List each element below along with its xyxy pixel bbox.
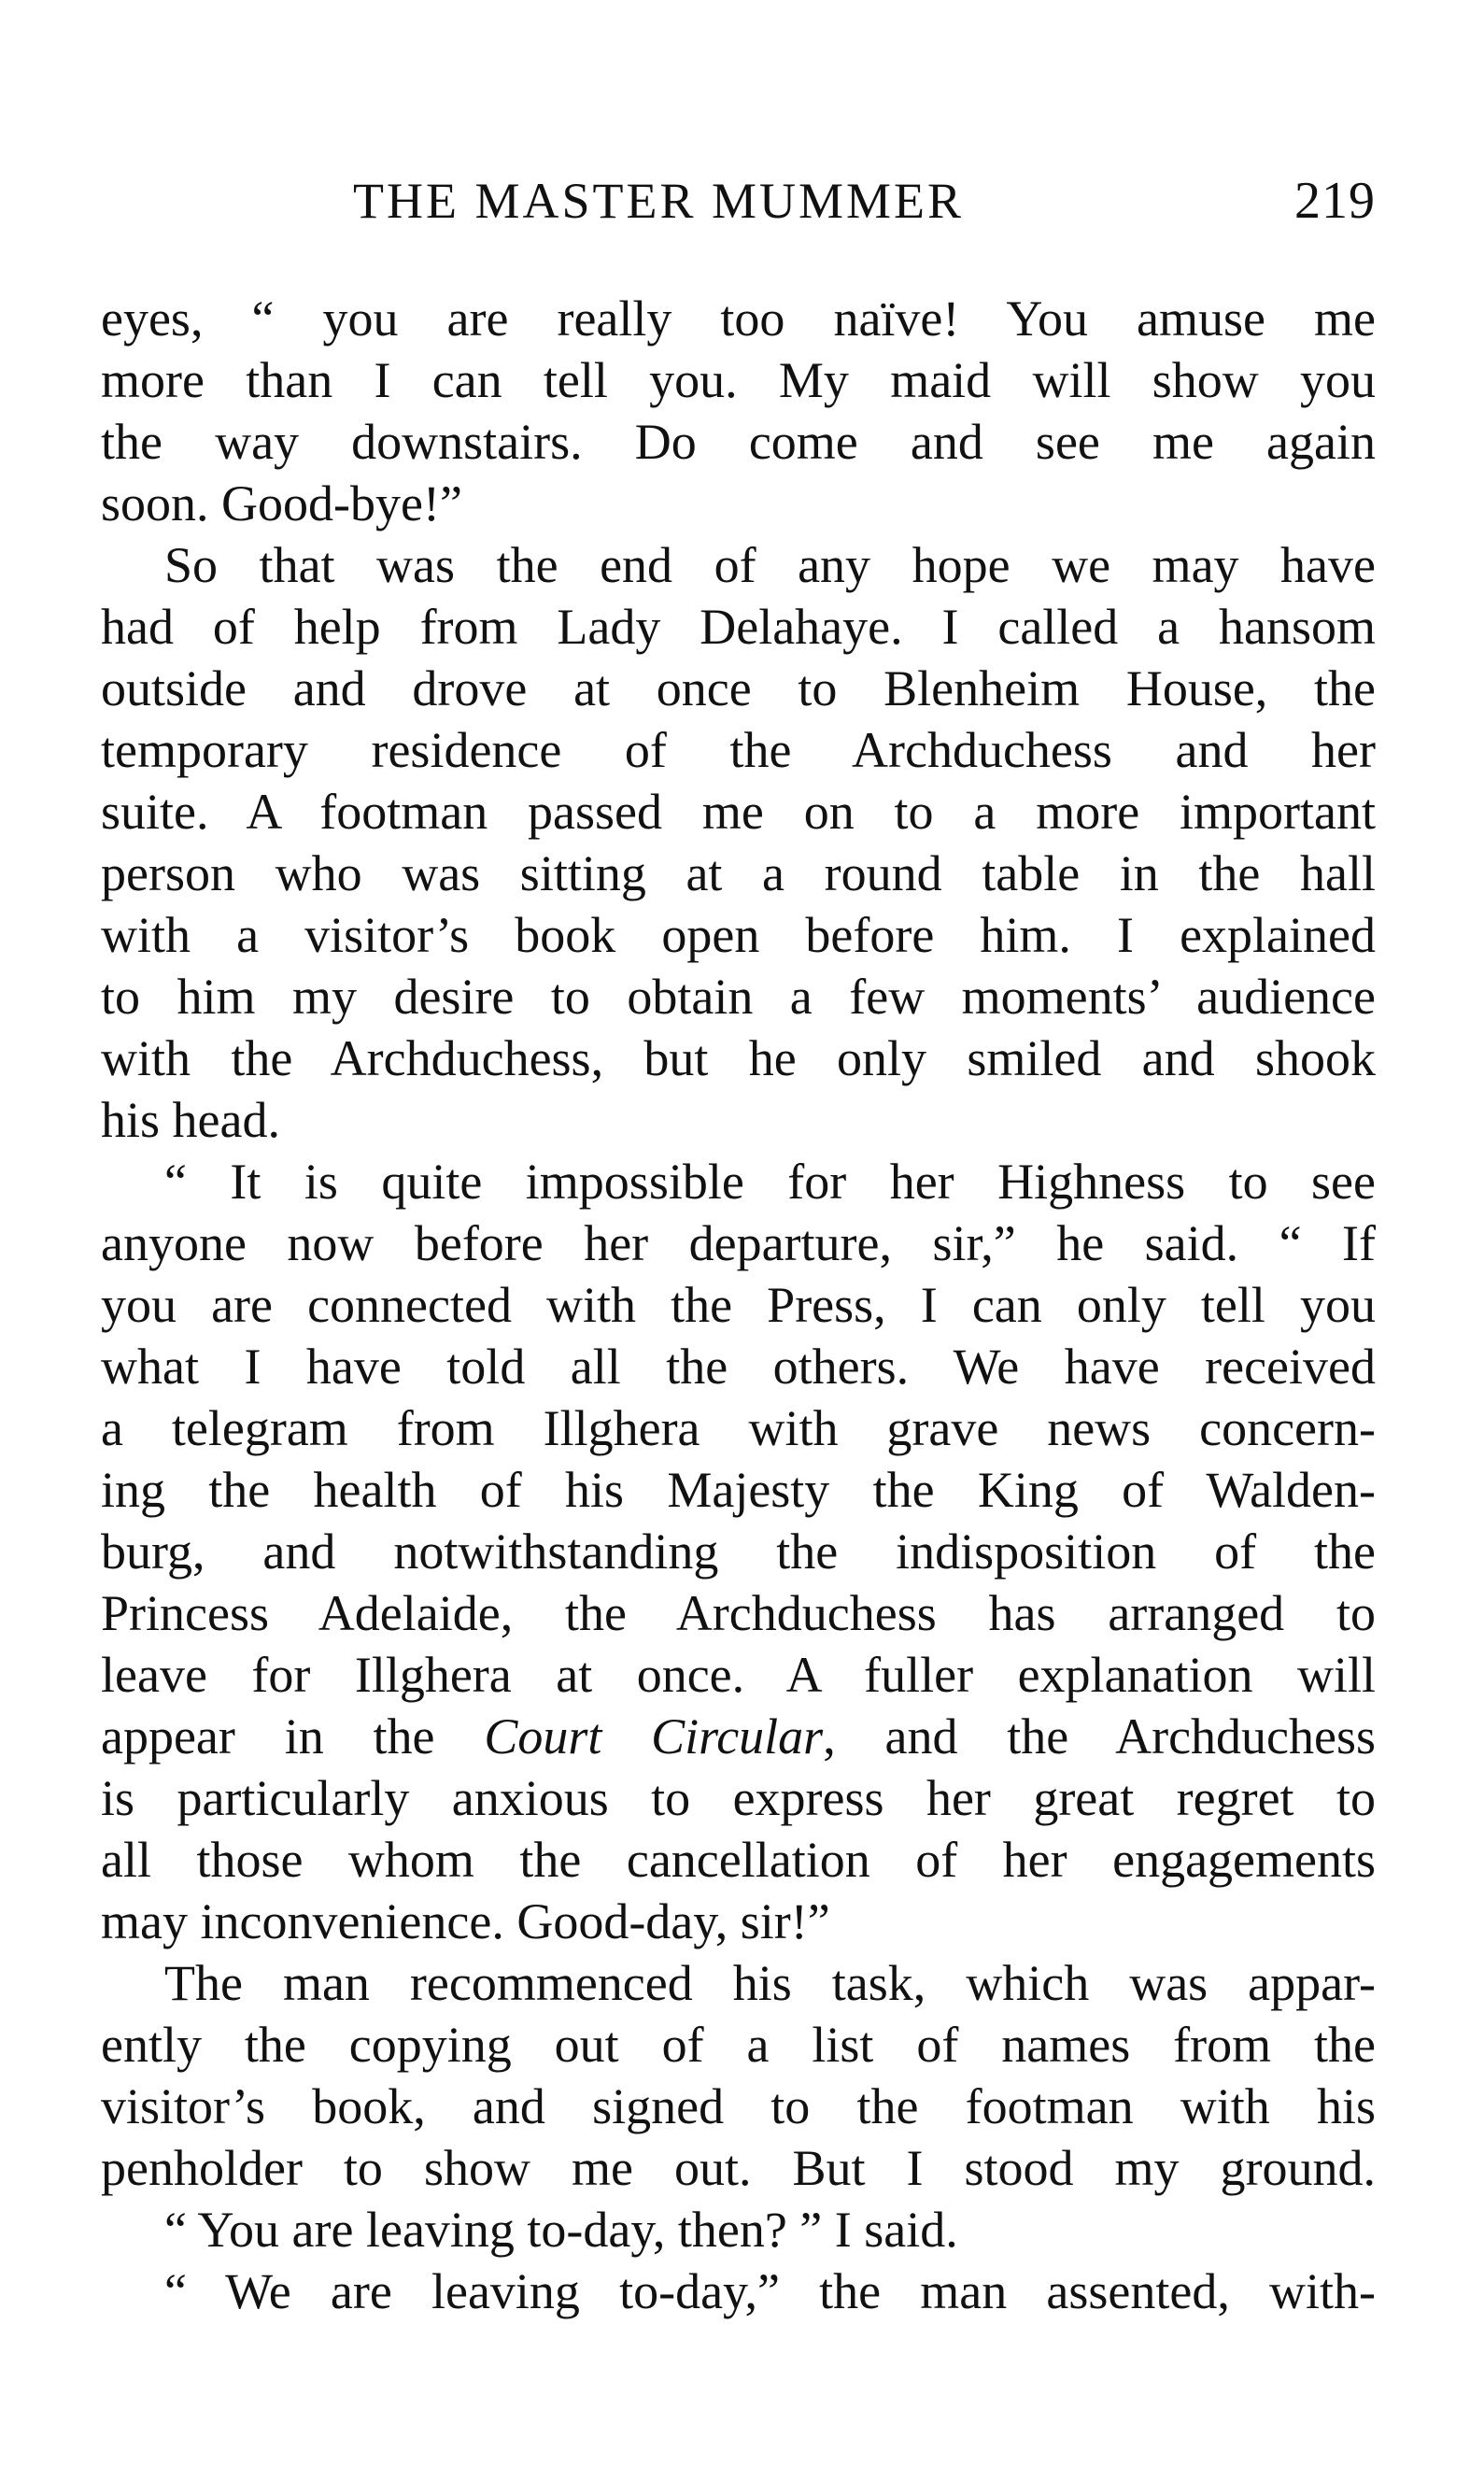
text-line: [101, 781, 1376, 843]
text-segment: with the Archduchess, but he only smiled and shook: [101, 1030, 1376, 1086]
text-line: [101, 1891, 1376, 1952]
text-segment: penholder to show me out. But I stood my ground.: [101, 2140, 1376, 2196]
text-line: [101, 719, 1376, 781]
text-line: [101, 2199, 1376, 2260]
text-line: [101, 534, 1376, 596]
running-title: THE MASTER MUMMER: [353, 173, 965, 229]
text-line: [101, 904, 1376, 966]
text-segment: ing the health of his Majesty the King of Walden-: [101, 1462, 1376, 1518]
text-segment: suite. A footman passed me on to a more important: [101, 784, 1376, 840]
text-line: [101, 1151, 1376, 1212]
text-segment: soon. Good-bye!”: [101, 475, 462, 531]
text-line: [101, 658, 1376, 719]
text-segment: So that was the end of any hope we may have: [164, 537, 1376, 593]
text-segment: eyes, “ you are really too naïve! You amuse me: [101, 291, 1376, 347]
italic-text: Court Circular: [484, 1708, 824, 1764]
text-line: [101, 1459, 1376, 1521]
text-line: [101, 1952, 1376, 2014]
text-segment: what I have told all the others. We have received: [101, 1339, 1376, 1395]
text-segment: temporary residence of the Archduchess and her: [101, 722, 1376, 778]
text-line: [101, 1706, 1376, 1767]
text-segment: visitor’s book, and signed to the footman with his: [101, 2078, 1376, 2134]
text-segment: all those whom the cancellation of her engagements: [101, 1832, 1376, 1888]
text-segment: had of help from Lady Delahaye. I called a hansom: [101, 599, 1376, 655]
text-segment: burg, and notwithstanding the indisposition of the: [101, 1524, 1376, 1580]
text-line: [101, 2076, 1376, 2137]
text-segment: may inconvenience. Good-day, sir!”: [101, 1893, 830, 1949]
text-line: [101, 966, 1376, 1028]
text-segment: you are connected with the Press, I can only tell you: [101, 1277, 1376, 1333]
text-segment: “ It is quite impossible for her Highness to see: [164, 1154, 1376, 1210]
text-line: [101, 473, 1376, 534]
text-segment: leave for Illghera at once. A fuller explanation will: [101, 1647, 1376, 1703]
body-text: [101, 288, 1376, 2322]
text-segment: person who was sitting at a round table in the hall: [101, 845, 1376, 901]
text-line: [101, 288, 1376, 349]
text-segment: ently the copying out of a list of names from the: [101, 2017, 1376, 2073]
text-segment: “ We are leaving to-day,” the man assented, with-: [164, 2263, 1376, 2319]
text-segment: more than I can tell you. My maid will show you: [101, 352, 1376, 408]
text-segment: The man recommenced his task, which was appar-: [164, 1955, 1376, 2011]
text-line: [101, 1336, 1376, 1397]
text-segment: the way downstairs. Do come and see me again: [101, 414, 1376, 470]
text-segment: Princess Adelaide, the Archduchess has arranged to: [101, 1585, 1376, 1641]
text-segment: appear in the: [101, 1708, 485, 1764]
text-line: [101, 1212, 1376, 1274]
text-segment: a telegram from Illghera with grave news concern-: [101, 1400, 1376, 1456]
text-segment: “ You are leaving to-day, then? ” I said.: [164, 2202, 958, 2258]
text-line: [101, 596, 1376, 658]
text-line: [101, 1767, 1376, 1829]
text-segment: his head.: [101, 1092, 280, 1148]
text-line: [101, 2260, 1376, 2322]
text-line: [101, 1089, 1376, 1151]
text-segment: outside and drove at once to Blenheim House, the: [101, 660, 1376, 716]
text-line: [101, 1582, 1376, 1644]
text-line: [101, 843, 1376, 904]
text-line: [101, 1521, 1376, 1582]
text-segment: anyone now before her departure, sir,” he said. “ If: [101, 1215, 1376, 1271]
text-segment: with a visitor’s book open before him. I explained: [101, 907, 1376, 963]
running-head: [101, 168, 1376, 234]
text-line: [101, 2014, 1376, 2076]
text-segment: is particularly anxious to express her great regret to: [101, 1770, 1376, 1826]
text-line: [101, 349, 1376, 411]
text-line: [101, 411, 1376, 473]
text-segment: to him my desire to obtain a few moments’ audience: [101, 969, 1376, 1025]
text-line: [101, 1829, 1376, 1891]
text-line: [101, 1397, 1376, 1459]
text-line: [101, 1274, 1376, 1336]
text-line: [101, 1644, 1376, 1706]
text-segment: , and the Archduchess: [823, 1708, 1377, 1764]
page-number: 219: [1294, 172, 1376, 230]
text-line: [101, 1028, 1376, 1089]
text-line: [101, 2137, 1376, 2199]
